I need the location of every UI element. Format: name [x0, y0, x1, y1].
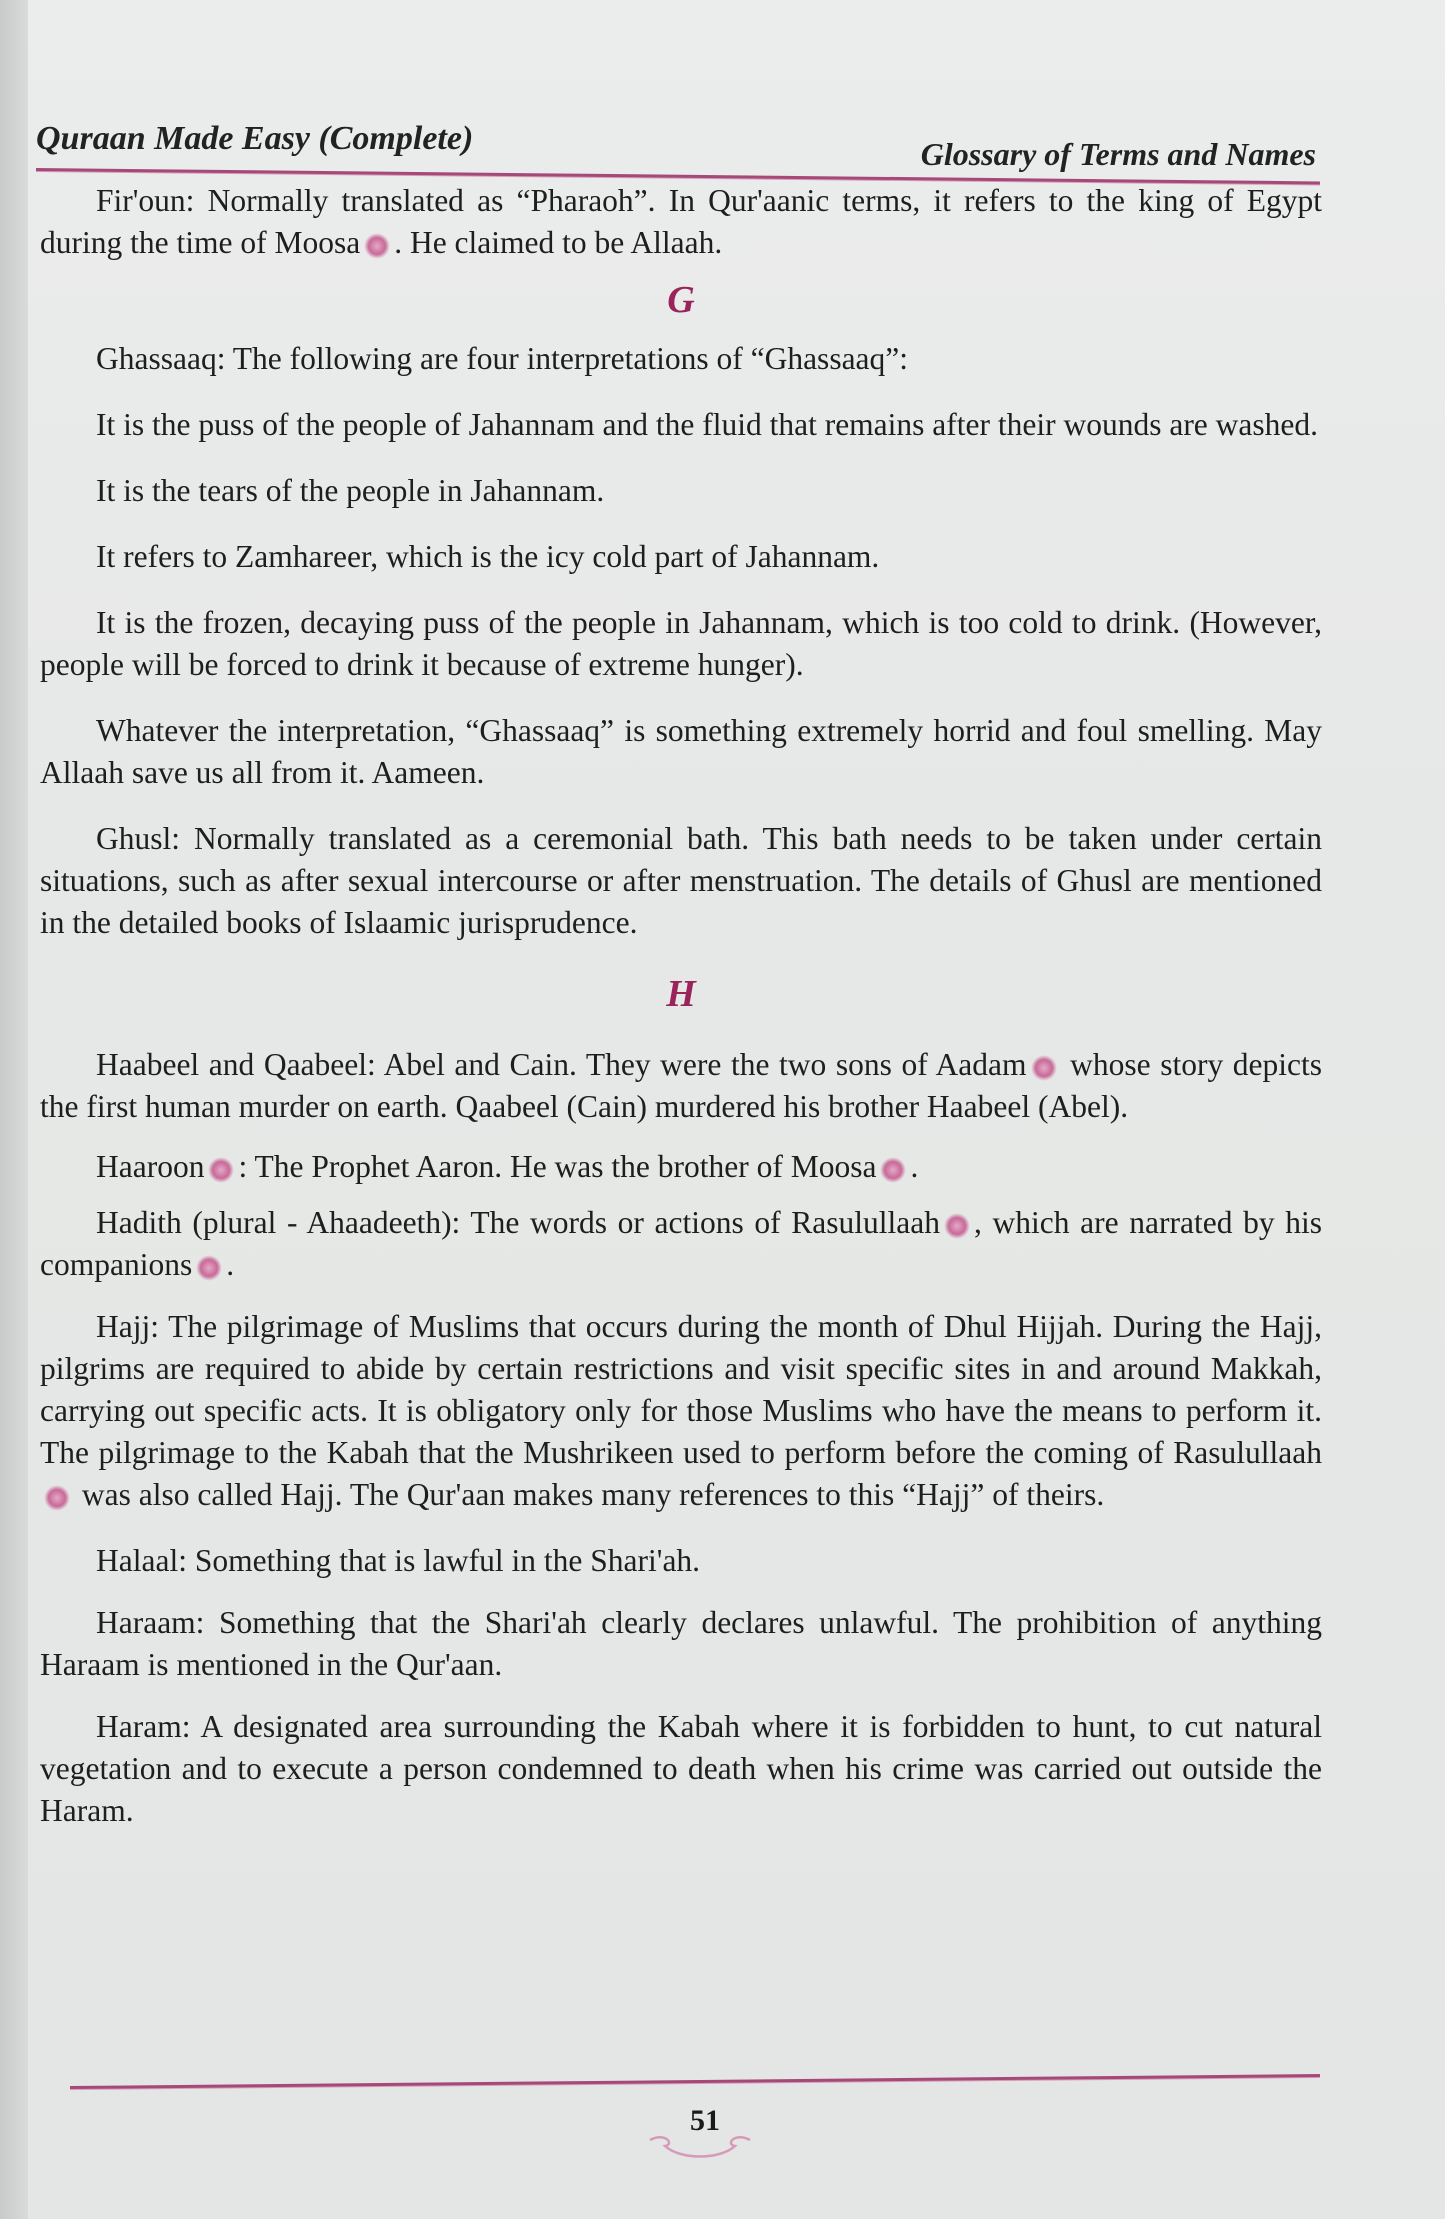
- glossary-entry-firoun: Fir'oun: Normally translated as “Pharaoh”. In Qur'aanic terms, it refers to the king of Egypt during the time of Moosa . He claimed to be Allaah.: [40, 183, 1322, 260]
- glossary-entry-haraam: Haraam: Something that the Shari'ah clearly declares unlawful. The prohibition of anything Haraam is mentioned in the Qur'aan.: [40, 1605, 1322, 1682]
- ghassaaq-conclusion: Whatever the interpretation, “Ghassaaq” is something extremely horrid and foul smelling. May Allaah save us all from it. Aameen.: [40, 713, 1322, 790]
- book-title: Quraan Made Easy (Complete): [36, 120, 474, 157]
- glossary-entry-ghassaaq: Ghassaaq: The following are four interpretations of “Ghassaaq”:: [96, 341, 909, 376]
- page-number: 51: [690, 2104, 720, 2137]
- alayhis-salaam-icon: [880, 1157, 906, 1183]
- alayhis-salaam-icon: [208, 1157, 234, 1183]
- ghassaaq-interpretation-4: It is the frozen, decaying puss of the people in Jahannam, which is too cold to drink. (However, people will be forced to drink it because of extreme hunger).: [40, 605, 1322, 682]
- alayhis-salaam-icon: [1031, 1055, 1057, 1081]
- glossary-entry-hajj: Hajj: The pilgrimage of Muslims that occurs during the month of Dhul Hijjah. During the Hajj, pilgrims are required to abide by certain restrictions and visit specific sites in and around Makkah, carrying out specific acts. It is obligatory only for those Muslims who have the means to perform it. The pilgrimage to the Kabah that the Mushrikeen used to perform before the coming of Rasulullaah was also called Hajj. The Qur'aan makes many references to this “Hajj” of theirs.: [40, 1309, 1322, 1512]
- ghassaaq-interpretation-3: It refers to Zamhareer, which is the icy cold part of Jahannam.: [96, 539, 880, 574]
- section-letter-g: G: [667, 279, 695, 321]
- alayhis-salaam-icon: [364, 233, 390, 259]
- flourish-ornament-icon: [645, 2130, 755, 2160]
- glossary-entry-haram: Haram: A designated area surrounding the Kabah where it is forbidden to hunt, to cut natural vegetation and to execute a person condemned to death when his crime was carried out outside the Haram.: [40, 1709, 1322, 1828]
- glossary-entry-haaroon: Haaroon : The Prophet Aaron. He was the brother of Moosa .: [96, 1149, 919, 1184]
- radiyallahu-anhum-icon: [196, 1255, 222, 1281]
- glossary-entry-ghusl: Ghusl: Normally translated as a ceremonial bath. This bath needs to be taken under certain situations, such as after sexual intercourse or after menstruation. The details of Ghusl are mentioned in the detailed books of Islaamic jurisprudence.: [40, 821, 1322, 940]
- ghassaaq-interpretation-1: It is the puss of the people of Jahannam and the fluid that remains after their wounds are washed.: [96, 407, 1319, 442]
- running-header: [36, 118, 1316, 178]
- page-binding-edge: [0, 0, 28, 2219]
- section-title: Glossary of Terms and Names: [920, 136, 1316, 172]
- section-letter-h: H: [666, 973, 696, 1015]
- glossary-entry-hadith: Hadith (plural - Ahaadeeth): The words or actions of Rasulullaah , which are narrated by his companions .: [40, 1205, 1322, 1282]
- ghassaaq-interpretation-2: It is the tears of the people in Jahannam.: [96, 473, 605, 508]
- sallallahu-alayhi-wasallam-icon: [44, 1485, 70, 1511]
- glossary-body: [40, 180, 1322, 1832]
- glossary-entry-halaal: Halaal: Something that is lawful in the Shari'ah.: [96, 1543, 701, 1578]
- sallallahu-alayhi-wasallam-icon: [944, 1213, 970, 1239]
- glossary-entry-haabeel-qaabeel: Haabeel and Qaabeel: Abel and Cain. They were the two sons of Aadam whose story depicts the first human murder on earth. Qaabeel (Cain) murdered his brother Haabeel (Abel).: [40, 1047, 1323, 1124]
